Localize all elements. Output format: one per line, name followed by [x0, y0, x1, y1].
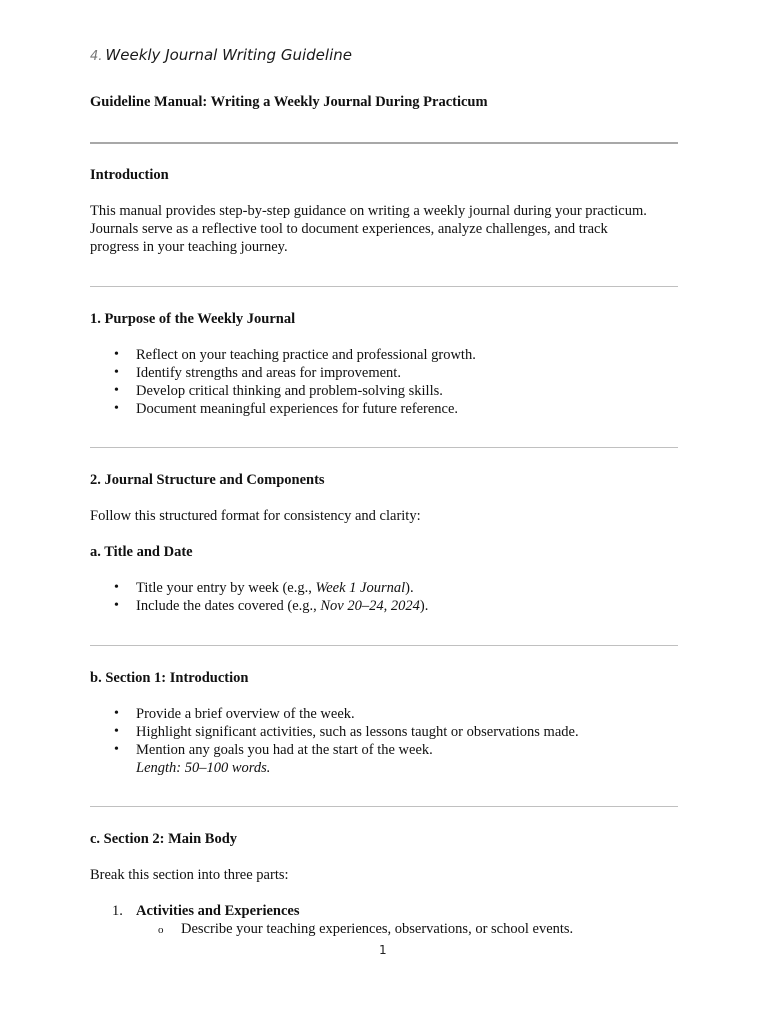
part1-sub-item: Describe your teaching experiences, observations, or school events.	[181, 921, 574, 937]
purpose-item: Identify strengths and areas for improvement.	[136, 365, 401, 381]
running-header	[90, 46, 352, 64]
divider	[90, 806, 678, 807]
list-number: 1.	[112, 903, 123, 919]
divider	[90, 447, 678, 448]
bullet-icon: •	[114, 580, 119, 595]
section1-item: Mention any goals you had at the start of the week.	[136, 742, 433, 758]
bullet-icon: •	[114, 742, 119, 757]
bullet-icon: •	[114, 706, 119, 721]
divider	[90, 286, 678, 287]
header-title: Weekly Journal Writing Guideline	[105, 46, 352, 64]
intro-line-1: This manual provides step-by-step guidance on writing a weekly journal during your practicum.	[90, 203, 647, 219]
section1-heading: b. Section 1: Introduction	[90, 670, 249, 686]
purpose-item: Document meaningful experiences for future reference.	[136, 401, 459, 417]
title-date-item: Include the dates covered (e.g., Nov 20–24, 2024).	[136, 598, 429, 614]
document-title: Guideline Manual: Writing a Weekly Journal During Practicum	[90, 94, 488, 110]
purpose-item: Develop critical thinking and problem-solving skills.	[136, 383, 443, 399]
bullet-icon: •	[114, 401, 119, 416]
divider	[90, 645, 678, 646]
page-number: 1	[379, 943, 387, 957]
length-note: Length: 50–100 words.	[136, 760, 271, 776]
bullet-icon: •	[114, 724, 119, 739]
part1-title: Activities and Experiences	[136, 903, 300, 919]
section2-lead: Break this section into three parts:	[90, 867, 289, 883]
section1-item: Provide a brief overview of the week.	[136, 706, 355, 722]
section1-item: Highlight significant activities, such as lessons taught or observations made.	[136, 724, 579, 740]
divider	[90, 142, 678, 144]
header-number: 4.	[90, 49, 103, 64]
bullet-icon: •	[114, 365, 119, 380]
bullet-icon: •	[114, 347, 119, 362]
intro-line-2: Journals serve as a reflective tool to document experiences, analyze challenges, and track	[90, 221, 608, 237]
purpose-item: Reflect on your teaching practice and professional growth.	[136, 347, 476, 363]
title-date-heading: a. Title and Date	[90, 544, 193, 560]
circle-bullet-icon: o	[158, 924, 164, 936]
purpose-heading: 1. Purpose of the Weekly Journal	[90, 311, 296, 327]
structure-heading: 2. Journal Structure and Components	[90, 472, 325, 488]
intro-line-3: progress in your teaching journey.	[90, 239, 288, 255]
bullet-icon: •	[114, 383, 119, 398]
structure-lead: Follow this structured format for consistency and clarity:	[90, 508, 421, 524]
bullet-icon: •	[114, 598, 119, 613]
intro-heading: Introduction	[90, 167, 169, 183]
section2-heading: c. Section 2: Main Body	[90, 831, 238, 847]
title-date-item: Title your entry by week (e.g., Week 1 Journal).	[136, 580, 414, 596]
